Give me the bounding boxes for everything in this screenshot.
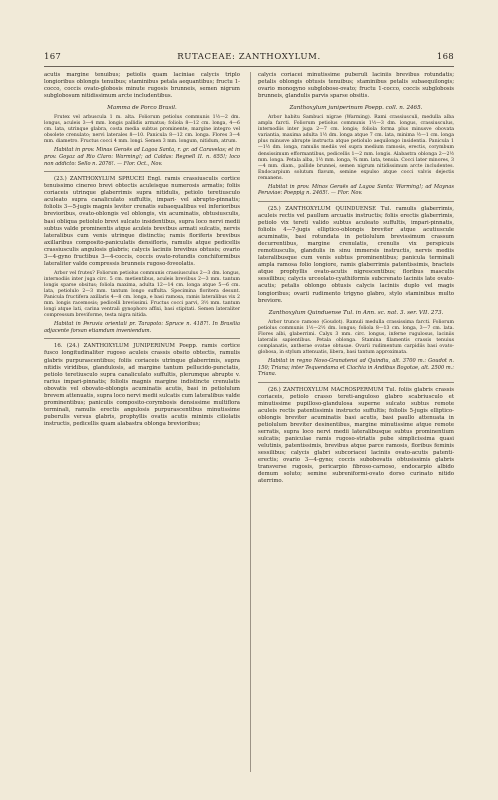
section-separator xyxy=(44,171,240,172)
habitat-note: Habitat in prov. Minas Geraës ad Lagoa Santa, r. gr. ad Caravelas; et in prov. Goyaz ad Rio Claro: Warming!; ad Caldas: Regnell II. n. 655!; loco non addicto: Sello n. 2076!. — Flor. Oct., Nov. xyxy=(44,147,240,167)
habitat-note: Habitat in regno Novo-Granatensi ad Quindiu, alt. 3700 m.: Goudot n. 150; Triana; inter Tequendama et Ciachia in Andibus Bogotae, alt. 2500 m.: Triana. xyxy=(258,357,454,378)
continued-paragraph: acutis margine tenuibus; petiolis quam laciniae calycis triplo longioribus oblongis tenuibus; staminibus petala aequantibus; fructu 1-cocco, coccis ovato-globosis minute rugosis brunneis, semen nigrum subglobosum nitidissimum arcte includentibus. xyxy=(44,72,240,100)
left-column xyxy=(44,72,240,772)
left-page-number: 167 xyxy=(44,52,62,62)
section-separator xyxy=(258,382,454,383)
column-divider xyxy=(250,72,251,772)
vernacular-name: Zanthoxylum Quinduense Tul. in Ann. sc. nat. 3. ser. VII. 273. xyxy=(268,309,444,316)
section-separator xyxy=(44,338,240,339)
species-entry: 16. (24.) ZANTHOXYLUM JUNIPERINUM Poepp. ramis cortice fusco longitudinaliter rugoso aculeis crassis obsito obtectis, ramulis glabris purpurascentibus; foliis coriaceis utrinque glaberrimis, supra nitidis viridibus, glandulosis, ad margine tantum pellucido-punctatis, petiolo teretiusculo supra canaliculato suffultis, plerumque abrupte v. rarius impari-pinnatis; foliolis magnis margine indistincte crenulatis obovatis vel obovato-oblongis acuminatis acutis, basi in petiolulum brevem attenuatis, supra loco nervi medii sulcatis cum lateralibus valde prominentibus; paniculis composito-corymbosis densissime multiflora terminali, ramulis erectis angulosis purpurascentibus minutissime puberulis versus glabris, prophyllis ovatis acutis minimis ciliolatis instructis, pedicellis quam alabastra oblonga brevioribus; xyxy=(44,343,240,427)
habitat-note: Habitat in Peruvia orientali pr. Tarapoto: Spruce n. 4187!. In Brasilia adjacente forsan etiamdum inveniendum. xyxy=(44,321,240,334)
species-entry: (23.) ZANTHOXYLUM SPRUCEI Engl. ramis crassiusculis cortice tenuissimo cinereo brevi obtectis aculeisque numerosis armatis; foliis coriaceis utrinque glaberrimis supra nitidulis, petiolo teretiusculo aculeato supra canaliculato suffultis, impari- vel abrupto-pinnatis; foliolis 3—5-jugis magnis leviter crenatis subaequalibus vel inferioribus brevioribus, ovato-oblongis vel oblongis, vix acuminatis, obtusiusculis, basi obliqua petiolulo brevi sulcato insidentibus, supra loco nervi medii subtus valde prominentis atque aculeis brevibus armati sulcatis, nervis lateralibus cum venis utrinque distinctis; ramis floriferis brevibus axillaribus composito-paniculatis densifloris, ramulis atque pedicellis crassiusculis angulosis glabris; calycis laciniis brevibus obtusis; ovario 3—4-gyno fructibus 3—4-coccis, coccis ovato-rotundis conchiformibus lateraliter valde compressis brunneis rugoso-foveolatis. xyxy=(44,176,240,267)
continued-paragraph: calycis coriacei minutissime puberuli laciniis brevibus rotundatis; petalis oblongis obtusis tenuibus; staminibus petalis subaequilongis; ovario monogyno subglobose-ovato; fructu 1-cocco, coccis subglobosis brunneis, glandulis parvis sparse obsitis. xyxy=(258,72,454,100)
right-page-number: 168 xyxy=(436,52,454,62)
section-separator xyxy=(258,201,454,202)
header-rule xyxy=(44,66,454,67)
vernacular-name: Mamma de Porco Brasil. xyxy=(107,105,177,112)
right-column xyxy=(258,72,454,772)
description-small-print: Arbor habitu Sambuci nigrae (Warming). Rami crassiusculi, medulla alba ampla farcti. Foliorum petiolus communis 1½—3 dm. longus, crassiusculus, internodiis inter juga 2—7 cm. longis; foliola forma plus minusve obovata variantia, maxima adulta 1½ dm. longa atque 7 cm. lata, minima ½—1 cm. longa plus minusve abrupte instructa atque petiolulo aequilongo insidentia. Panicula 1—1½ dm. longa, ramulis mediis vel supra medium ramosis, erectis, corymbum densissimum efformantibus, pedicellis 1—2 mm. longis. Alabastra oblonga 2—2½ mm. longa. Petala alba, 1½ mm. longa, ¾ mm. lata, tenuia. Cocci later minores, 3—4 mm. diam., pallide brunnei, semen nigrum nitidissimum arcte includentes. Endocarpium solutum flavum, semine expulso atque cocci valvis dejectis remanens. xyxy=(258,115,454,181)
species-entry: (26.) ZANTHOXYLUM MACROSPERMUM Tul. foliis glabris crassis coriaceis, petiolo crasso tereti-anguloso glabro scabriusculo et minutissime pupilloso-glandulosa superne sulcato subtus remote aculeis rectis patentissimis instructo suffultis; foliolis 5-jugis elliptico-oblongis breviter acuminatis basi acutis, basi paullo attenuata in petiolulum breviter desinentibus, margine minutissime atque remote serratis, supra loco nervi medii lateralibusque subtus prominentium sulcatis; paniculae ramis rugoso-striatis pube simplicissima quasi velutinis, patentissimis, brevibus atque parce ramosis, floribus feminis sessilibus; calycis glabri subcoriacei laciniis ovato-acutis patenti-erectis; ovario 3—4-gyno; coccis subobovatis obtusissimis glabris transverse rugosis, pericarpio fibroso-carnoso, endocarpio albido demum soluto; semine subreniformi-ovato dorso curinato nitido aterrimo. xyxy=(258,386,454,485)
description-small-print: Arbor vel frutex? Foliorum petiolus communis crassiusculus 2—3 dm. longus, internodiis inter juga circ. 5 cm. metientibus, aculeis brevibus 2—3 mm. tantum longis sparse obsitus; foliola maxima, adulta 12—14 cm. longa atque 5—6 cm. lata, petiolulo 2—3 mm. tantum longo suffulta. Specimina floritera desunt. Panicula fructifera axillaris 4—8 cm. longa, e basi ramosa, ramis lateralibus vix 2 mm. longis racemosis; pedicelli brevissimi. Fructus cocci parvi, 3½ mm. tantum longi atque lati, carina ventrali gynophoro affixi, basi stipitati. Semen lateraliter compressum breviforme, testa nigra nitida. xyxy=(44,270,240,319)
description-small-print: Frutex vel arbuscula 1 m. alta. Foliorum petiolus communis 1½—2 dm. longus, aculeis 3—4 mm. longis pallidis armatus; foliola 8—12 cm. longa, 4—6 cm. lata, utrinque glabra, costa media subtus prominente, margine integro vel obsolete crenulato; nervi laterales 8—10. Panicula 8—12 cm. longa. Flores 3—4 mm. diametro. Fructus cocci 4 mm. longi. Semen 3 mm. longum, nitidum, atrum. xyxy=(44,115,240,145)
habitat-note: Habitat in prov. Minas Geraës ad Lagoa Santa: Warming!; ad Maynas Peruviae: Poeppig n. 2465!. — Flor. Nov. xyxy=(258,183,454,197)
running-title: RUTACEAE: ZANTHOXYLUM. xyxy=(177,52,321,62)
vernacular-name: Zanthoxylum juniperinum Poepp. coll. n. 2465. xyxy=(289,105,423,112)
description-small-print: Arbor trunco ramoso (Goudot). Ramuli medulla crassissima farcti. Foliorum petiolus communis 1½—2½ dm. longus; foliola 8—13 cm. longa, 3—7 cm. lata. Flores albi, glaberrimi. Calyx 3 mm. circ. longus, inferne rugulosus, laciniis lateralis sapientibus. Petala oblonga. Stamina filamentis crassis tenuius complanatis, antherae ovatae obtusae. Ovarii rudimentum carpidiis basi ovato-globosa, in stylum attenuatis, libera, basi tantum approximata. xyxy=(258,319,454,355)
running-header xyxy=(44,52,454,64)
species-entry: (25.) ZANTHOXYLUM QUINDUENSE Tul. ramulis glaberrimis, aculeis rectis vel paullum arcuatis instructis; foliis erectis glaberrimis, petiolo vix tereti valido subtus aculeato suffultis, impari-pinnatis, foliolis 4—7-jugis elliptico-oblongis breviter atque acutiuscule acuminatis, basi rotundata in petiolulum brevissimum crassum decurrentibus, margine crenulatis, crenulis vix perspicuis remotiusculis, glandulis in sinu immersis instructis, nervis mediis lateralibusque cum venis subtus prominentibus; panicula terminali ampla ramosa folio longiore, ramis glaberrimis patentissimis, bracteis atque prophyllis ovato-acutis nigrescentibus; floribus masculis sessilibus; calycis urceolato-cyathiformis subcrenato laciniis late ovato-acutis; petalis oblongo obtusis calycis laciniis duplo vel magis longioribus; ovarii rudimento trigyno glabro, stylo staminibus multo breviore. xyxy=(258,205,454,304)
